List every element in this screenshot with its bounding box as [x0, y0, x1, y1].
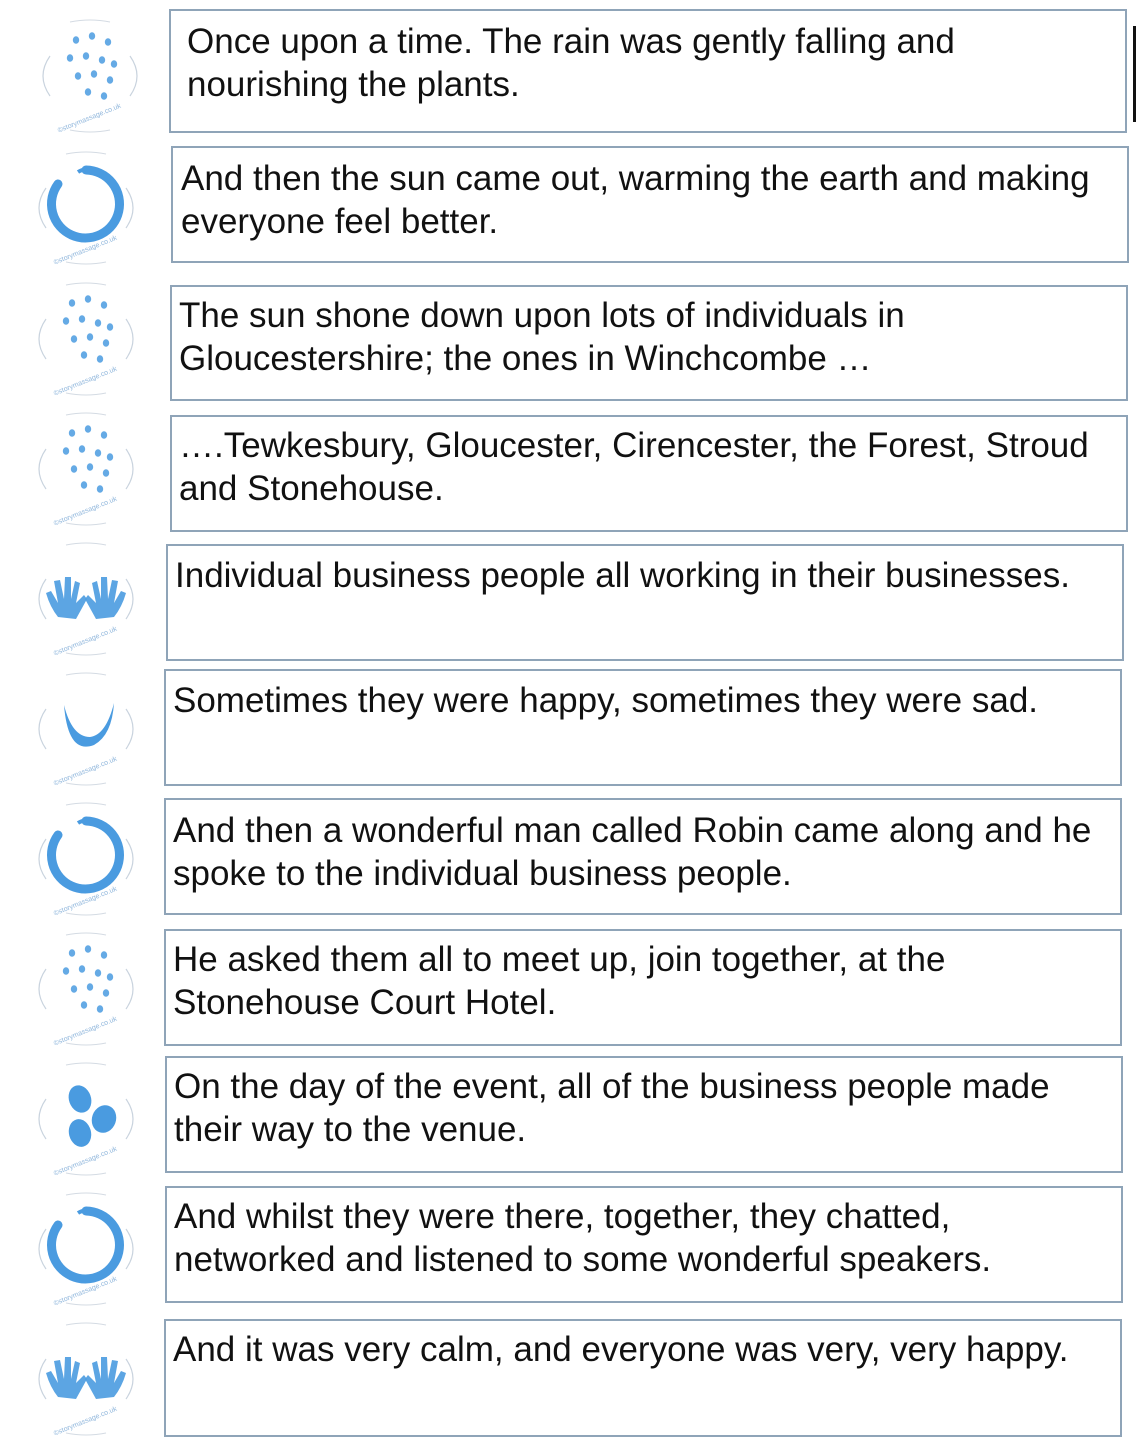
svg-text:©storymassage.co.uk: ©storymassage.co.uk — [52, 1145, 118, 1178]
raindrops-icon — [26, 409, 146, 529]
story-box — [170, 285, 1128, 401]
page-edge-line — [1133, 26, 1136, 122]
raindrops-icon — [26, 929, 146, 1049]
story-box — [166, 544, 1124, 661]
story-text: He asked them all to meet up, join together, at the Stonehouse Court Hotel. — [173, 940, 946, 1022]
story-text: And then a wonderful man called Robin came along and he spoke to the individual business people. — [173, 811, 1092, 893]
svg-text:©storymassage.co.uk: ©storymassage.co.uk — [52, 1015, 118, 1048]
svg-text:©storymassage.co.uk: ©storymassage.co.uk — [52, 755, 118, 788]
svg-text:©storymassage.co.uk: ©storymassage.co.uk — [52, 495, 118, 528]
story-text: Once upon a time. The rain was gently falling and nourishing the plants. — [187, 22, 955, 104]
story-box — [170, 415, 1128, 532]
circle-icon — [26, 799, 146, 919]
story-text: The sun shone down upon lots of individuals in Gloucestershire; the ones in Winchcombe … — [179, 296, 905, 378]
circle-icon — [26, 1189, 146, 1309]
story-box — [164, 669, 1122, 786]
story-box — [164, 1319, 1122, 1437]
story-text: ….Tewkesbury, Gloucester, Cirencester, the Forest, Stroud and Stonehouse. — [179, 426, 1089, 508]
story-box — [171, 146, 1129, 263]
raindrops-icon — [26, 279, 146, 399]
svg-text:©storymassage.co.uk: ©storymassage.co.uk — [52, 625, 118, 658]
story-text: And then the sun came out, warming the earth and making everyone feel better. — [181, 159, 1090, 241]
story-text: On the day of the event, all of the business people made their way to the venue. — [174, 1067, 1050, 1149]
three-dots-icon — [26, 1059, 146, 1179]
story-text: Individual business people all working in their businesses. — [175, 556, 1070, 595]
svg-text:©storymassage.co.uk: ©storymassage.co.uk — [52, 1275, 118, 1308]
svg-text:©storymassage.co.uk: ©storymassage.co.uk — [52, 234, 118, 267]
raindrops-icon — [30, 16, 150, 136]
svg-text:©storymassage.co.uk: ©storymassage.co.uk — [52, 885, 118, 918]
hands-icon — [26, 539, 146, 659]
svg-text:©storymassage.co.uk: ©storymassage.co.uk — [52, 365, 118, 398]
story-box — [165, 1056, 1123, 1173]
circle-icon — [26, 148, 146, 268]
svg-text:©storymassage.co.uk: ©storymassage.co.uk — [56, 102, 122, 135]
story-box — [165, 1186, 1123, 1303]
story-box — [164, 798, 1122, 915]
story-box — [169, 9, 1127, 133]
story-text: Sometimes they were happy, sometimes they were sad. — [173, 681, 1039, 720]
story-text: And whilst they were there, together, they chatted, networked and listened to some wonderful speakers. — [174, 1197, 992, 1279]
story-box — [164, 929, 1122, 1046]
smile-icon — [26, 669, 146, 789]
svg-text:©storymassage.co.uk: ©storymassage.co.uk — [52, 1405, 118, 1438]
story-text: And it was very calm, and everyone was very, very happy. — [173, 1330, 1069, 1369]
hands-icon — [26, 1319, 146, 1439]
